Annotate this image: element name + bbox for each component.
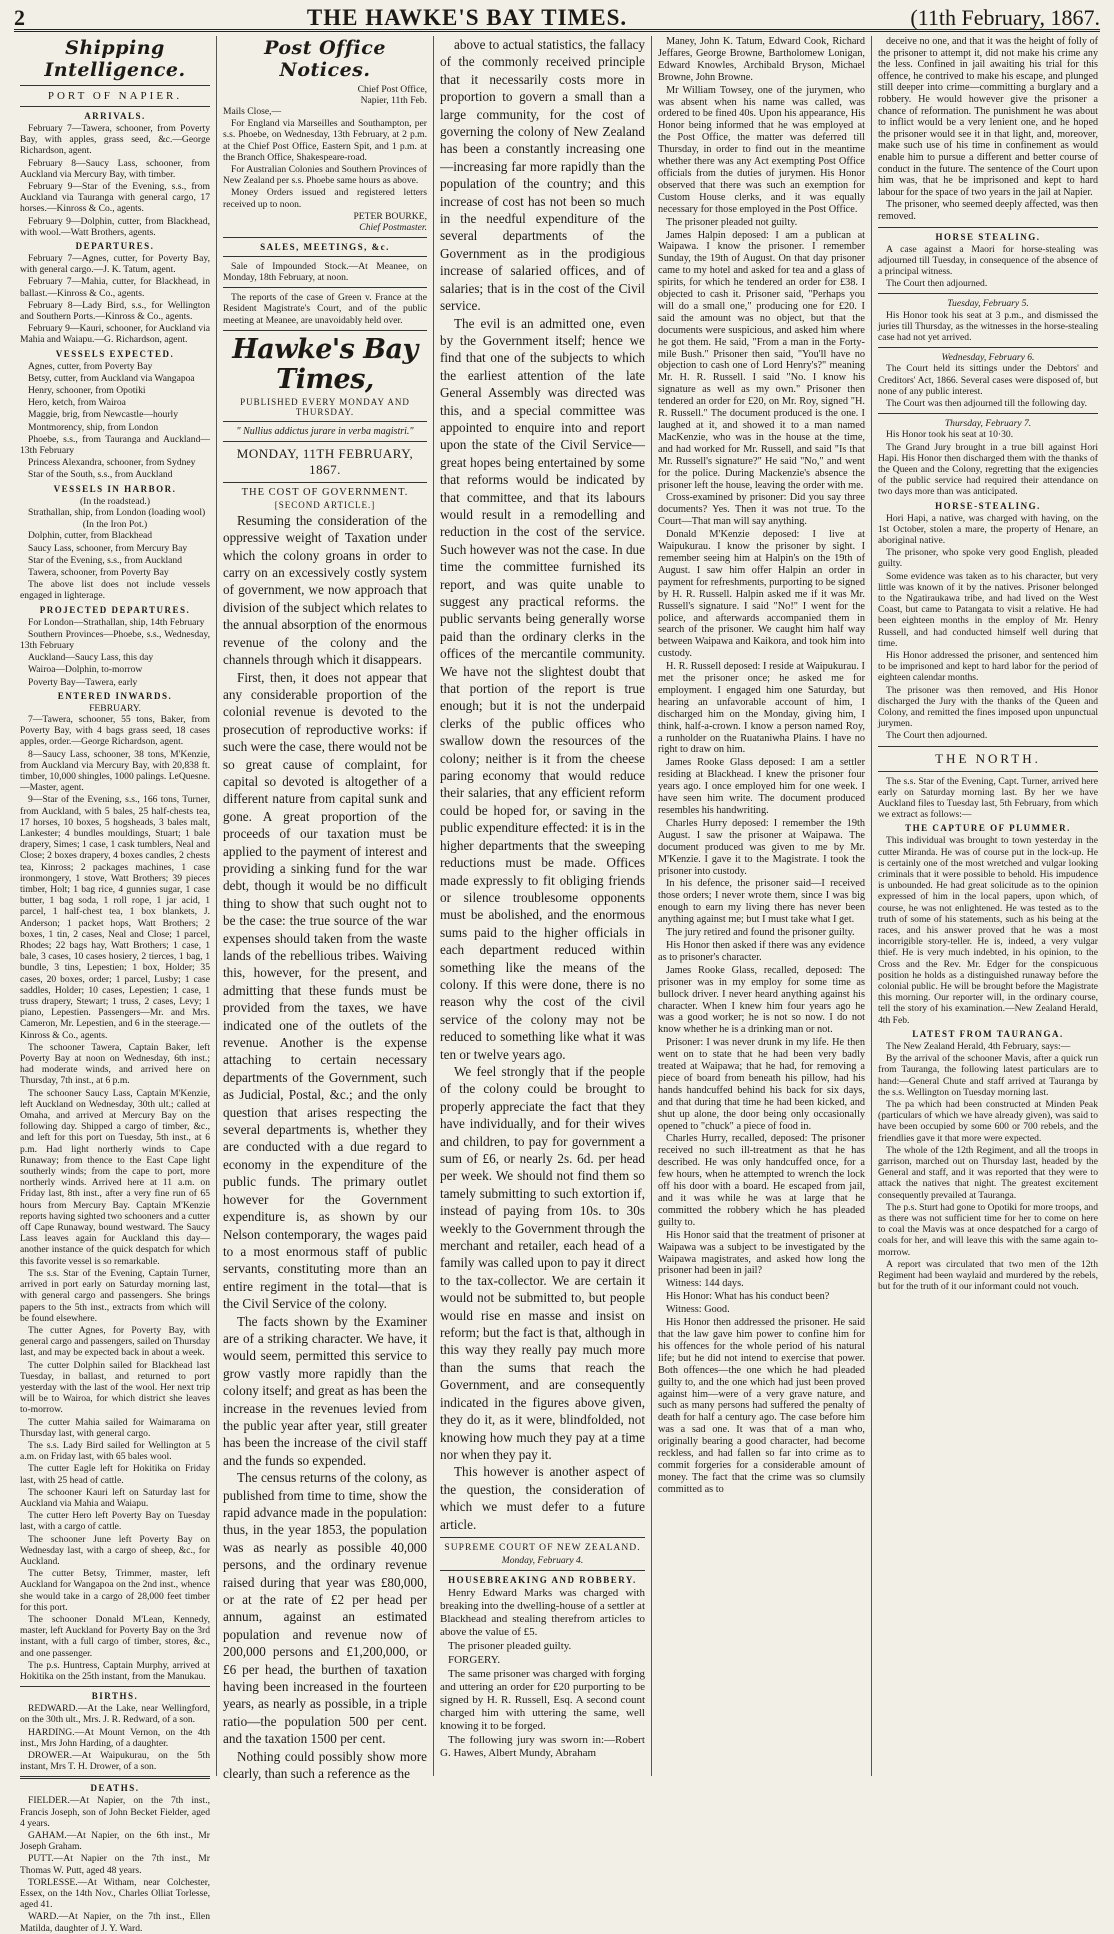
horse2-heading: HORSE-STEALING. — [935, 500, 1041, 511]
horse2-body — [878, 513, 1098, 742]
columns — [14, 36, 1104, 1934]
reports-text: The reports of the case of Green v. France at the Resident Magistrate's Court, and of the public meeting at Meanee, are unavoidably held over. — [223, 292, 427, 326]
deaths-heading: DEATHS. — [90, 1783, 140, 1794]
page-number: 2 — [14, 4, 25, 30]
mails-heading — [223, 106, 427, 117]
shipping-news-para: The schooner Kauri left on Saturday last for Auckland via Mahia and Waiapu. — [20, 1486, 210, 1509]
projected-list — [20, 617, 210, 688]
shipping-news-para: The cutter Agnes, for Poverty Bay, with general cargo and passengers, sailed on Thursday last, and may be expected back in about a week. — [20, 1324, 210, 1359]
court-report-para: His Honor then addressed the prisoner. He said that the law gave him power to confine him for his offences for the whole period of his natural life; but he did not intend to exercise that power. Both offences—the one which he had pleaded guilty to, and the one which had just been proved against him—were of a very grave nature, and such as many persons had suffered the penalty of death for half a century ago. The case before him was a sad one. It was that of a man who, originally bearing a good character, had become reckless, and had fallen so far into crime as to commit forgeries for a considerable amount of money. The fact that the crime was so clumsily committed as to — [658, 1317, 865, 1495]
arrivals-list-para: February 7—Tawera, schooner, from Poverty Bay, with apples, grass seed, &c.—George Richardson, agent. — [20, 123, 210, 157]
expected-list-para: Montmorency, ship, from London — [28, 421, 159, 433]
shipping-heading: Shipping Intelligence. — [44, 37, 186, 81]
mails-heading-text: Mails Close,— — [223, 106, 282, 117]
tauranga-heading: LATEST FROM TAURANGA. — [912, 1028, 1064, 1039]
tuesday-body-para: His Honor took his seat at 3 p.m., and dismissed the juries till Thursday, as the witnesses in the horse-stealing case had not yet arrived. — [878, 309, 1098, 343]
sales-notice — [223, 261, 427, 283]
births-heading: BIRTHS. — [91, 1691, 139, 1702]
court-report — [658, 36, 865, 1496]
paper-title: Hawke's Bay Times, — [232, 333, 418, 395]
expected-list-para: Henry, schooner, from Opotiki — [28, 385, 146, 397]
article-body-para: First, then, it does not appear that any considerable proportion of the colonial revenue is devoted to the prosecution of reproductive works: if such were the case, there would not be so great cause of complaint, for capital so devoted is altogether of a different nature from capital sunk and gone. A great proportion of the proceeds of our taxation must be applied to the payment of interest and providing a sinking fund for the war debt, though it would be no difficult thing to show that such ought not to be the case: the true source of the war expenses should taken from the waste lands of the rebellious tribes. Waiving this, however, for the present, and admitting that these funds must be provided from the taxes, we have indicated one of the outlets of the revenue. Another is the expense attaching to certain necessary departments of the Government, such as Judicial, Postal, &c.; and the only question that arises respecting the several departments is, whether they are conducted with a due regard to economy in the expenditure of the public funds. The primary outlet however for the Government expenditure is, as shown by our Nelson contemporary, the wages paid to a most enormous staff of public servants, constituting more than an entire regiment in the total—that is the Civil Service of the colony. — [223, 669, 427, 1312]
departures-list — [20, 253, 210, 346]
postmaster-name: PETER BOURKE, — [353, 210, 427, 222]
case-body-para: FORGERY. — [448, 1654, 501, 1667]
article-continued — [440, 36, 645, 1533]
harbor-list2 — [20, 530, 210, 578]
court-report-para: Mr William Towsey, one of the jurymen, who was absent when his name was called, was ordered to be fined 40s. Upon his appearance, His Honor being informed that he was employed at the Post Office, the matter was deferred till Thursday, in order to find out in the meantime whether there was any Act exempting Post Office officials from the duties of jurymen. His Honor observed that there was such an exemption for Custom House clerks, and it was equally necessary for those employed in the Post Office. — [658, 84, 865, 215]
court-report-para: His Honor then asked if there was any evidence as to prisoner's character. — [658, 939, 865, 963]
entered-list-para: 8—Saucy Lass, schooner, 38 tons, M'Kenzie, from Auckland via Mercury Bay, with 20,838 ft. timber, 10,000 shingles, 1000 palings. LeQuesne.—Master, agent. — [20, 748, 210, 794]
column-shipping — [14, 36, 217, 1934]
article-continued-para: We feel strongly that if the people of the colony could be brought to properly appreciate the fact that they have individually, and for their wives and children, to pay for government a sum of £6, or nearly 2s. 6d. per head per week. We should not find them so tamely submitting to such extortion if, instead of paying from 10s. to 30s weekly to the Government through the merchant and retailer, each head of a family was called upon to pay it direct to the tax-collector. We are certain it would not be submitted to, but people would rise en masse and insist on reform; but the fact is that, although in this way they really pay much more than the sums that reach the Government, and are consequently indicated in the figures above given, they do it, as it were, blindfolded, not knowing how much they pay at a time nor when they pay it. — [440, 1063, 645, 1462]
court-report-para: The jury retired and found the prisoner guilty. — [666, 927, 855, 939]
tauranga-body — [878, 1041, 1098, 1292]
horse2-body-para: Hori Hapi, a native, was charged with having, on the 1st October, stolen a mare, the property of Henare, an aboriginal native. — [878, 512, 1098, 546]
tauranga-body-para: By the arrival of the schooner Mavis, after a quick run from Tauranga, the following latest particulars are to hand:—General Chute and staff arrived at Tauranga by the s.s. Wellington on Tuesday morning last. — [878, 1053, 1098, 1098]
deaths-list-para: GAHAM.—At Napier, on the 6th inst., Mr Joseph Graham. — [20, 1830, 210, 1853]
case-body-para: The prisoner pleaded guilty. — [448, 1640, 572, 1653]
shipping-news-para: The cutter Betsy, Trimmer, master, left Auckland for Wangapoa on the 2nd inst., whence she would take in a cargo of 28,000 feet timber for this port. — [20, 1568, 210, 1613]
departures-heading: DEPARTURES. — [75, 241, 155, 252]
shipping-news-para: The cutter Dolphin sailed for Blackhead last Tuesday, in ballast, and returned to port yesterday with the last of the wool. Her next trip will be to Wairoa, for which district she leaves to-morrow. — [20, 1359, 210, 1416]
departures-list-para: February 9—Kauri, schooner, for Auckland via Mahia and Waiapu.—G. Richardson, agent. — [20, 323, 210, 346]
court-report-para: Prisoner: I was never drunk in my life. He then went on to state that he had been very badly treated at Waipawa; that he had, for removing a piece of board from beneath his pillow, had his hands handcuffed behind his back for six days, and that during that time he had been kicked, and shut up alone, the door being only occasionally opened to "chuck" a piece of food in. — [658, 1037, 865, 1132]
tauranga-body-para: The pa which had been constructed at Minden Peak (particulars of which we have already given), was said to have been occupied by some 600 or 700 rebels, and the friendlies gave it that more were expected. — [878, 1098, 1098, 1144]
horse-body — [878, 244, 1098, 290]
sentence-para: The prisoner, who seemed deeply affected, was then removed. — [878, 199, 1098, 222]
harbor-list2-para: Saucy Lass, schooner, from Mercury Bay — [28, 542, 188, 554]
thursday-body — [878, 429, 1098, 497]
mails-list — [223, 118, 427, 210]
article-body-para: Nothing could possibly show more clearly, than such a reference as the — [223, 1748, 427, 1782]
projected-list-para: Auckland—Saucy Lass, this day — [28, 652, 154, 664]
shipping-news-para: The cutter Eagle left for Hokitika on Friday last, with 25 head of cattle. — [20, 1463, 210, 1486]
projected-list-para: For London—Strathallan, ship, 14th February — [28, 616, 205, 628]
births-list-para: DROWER.—At Waipukurau, on the 5th instant, Mrs T. H. Drower, of a son. — [20, 1750, 210, 1773]
north-body — [878, 776, 1098, 821]
article-body-para: The census returns of the colony, as published from time to time, show the rapid advance made in the population: thus, in the year 1853, the population was as nearly as possible 40,000 persons, and the ordinary revenue raised during that year was £80,000, or at the rate of £2 per head per annum, against an estimated population and revenue now of 200,000 persons and £1,200,000, or £6 per head, the burthen of taxation having been increased in the fourteen years, as nearly as possible, in a triple ratio—the population 500 per cent. and the taxation 1500 per cent. — [223, 1470, 427, 1747]
court-report-para: His Honor said that the treatment of prisoner at Waipawa was a subject to be investigated by the Waipawa magistrates, and asked how long the prisoner had been in jail? — [658, 1229, 865, 1277]
shipping-news-para: The p.s. Huntress, Captain Murphy, arrived at Hokitika on the 25th instant, from the Manukau. — [20, 1659, 210, 1682]
horse-body-para: The Court then adjourned. — [886, 278, 988, 290]
masthead — [14, 6, 1100, 32]
wednesday-body-para: The Court was then adjourned till the following day. — [886, 397, 1088, 409]
case-body-para: The following jury was sworn in:—Robert G. Hawes, Albert Mundy, Abraham — [440, 1734, 645, 1760]
entered-sub: FEBRUARY. — [89, 702, 141, 714]
thursday-heading: Thursday, February 7. — [944, 418, 1032, 430]
tuesday-body — [878, 310, 1098, 344]
entered-list-para: 9—Star of the Evening, s.s., 166 tons, Turner, from Auckland, with 5 bales, 25 half-chests tea, 17 horses, 10 boxes, 5 hogsheads, 3 bales malt, Lankester; 4 bundles mouldings, Stuart; 1 bale drapery, Simes; 1 case, 1 cask tumblers, Neal and Close; 2 boxes drapery, 4 boxes candles, 2 chests tea, Kinross; 2 packages machines, 1 case ironmongery, 1 stove, Watt Brothers; 39 pieces timber, Holt; 1 bag rice, 4 gunnies sugar, 1 case butter, 1 bag soda, 1 roll rope, 1 jar acid, 1 parcel, 1 half-chest tea, 1 box blankets, J. Anderson; 1 packet hops, Watt Brothers; 2 boxes, 1 tin, 2 cases, Neal and Close; 1 parcel, Rhodes; 22 bags hay, Watt Brothers; 1 case, 1 bale, 3 cases, 10 cases hosiery, 2 tierces, 1 bag, 1 bundle, 3 tins, Lepestien; 1 box, Holder; 35 cases, 20 boxes, order; 1 parcel, Lusby; 1 case saddles, Holder; 10 cases, Lepestien; 1 case, 1 truss drapery, Stewart; 1 truss, 2 cases, Levy; 1 piano, Lepestien. Passengers—Mr. and Mrs. Cameron, Mr. Lepestien, and 6 in the steerage.—Kinross & Co., agents. — [20, 794, 210, 1041]
deaths-list-para: WARD.—At Napier, on the 7th inst., Ellen Matilda, daughter of J. Y. Ward. — [20, 1911, 210, 1934]
deaths-list — [20, 1795, 210, 1933]
mails-list-para: For England via Marseilles and Southampton, per s.s. Phoebe, on Wednesday, 13th February, at 2 p.m. at the Chief Post Office, Eastern Spit, and 1 p.m. at the Branch Office, Shakespeare-road. — [223, 118, 427, 163]
projected-heading: PROJECTED DEPARTURES. — [39, 604, 191, 615]
expected-list-para: Star of the South, s.s., from Auckland — [28, 469, 173, 481]
shipping-news-para: The schooner Tawera, Captain Baker, left Poverty Bay at noon on Wednesday, 6th inst.; had moderate winds, and arrived here on Thursday, 7th inst., at 6 p.m. — [20, 1041, 210, 1087]
thursday-body-para: His Honor took his seat at 10·30. — [886, 429, 1014, 441]
plummer-heading: THE CAPTURE OF PLUMMER. — [905, 823, 1071, 834]
expected-list-para: Princess Alexandra, schooner, from Sydney — [28, 457, 196, 469]
post-office-date: Napier, 11th Feb. — [360, 95, 427, 106]
plummer-body-para: This individual was brought to town yesterday in the cutter Miranda. He was of course put in the lock-up. He is certainly one of the most wretched and vulgar looking criminals that it were possible to behold. His impudence is unbounded. He had great solicitude as to the opinion expressed of him in the local papers, upon which, of course, he was not enlightened. He was tested as to the truth of some of his statements, such as his being at the races, and his answer proved that he was a most incorrigible story-teller. He is, indeed, a very vulgar thief. He is very much indebted, in his opinion, to the Cross and the Rev. Mr. Edger for the conspicuous position he holds as a distinguished runaway before the colonial public. He will be brought before the Magistrate this morning. Our reporter will, in the ordinary course, tell the story of his examination.—New Zealand Herald, 4th Feb. — [878, 835, 1098, 1026]
wednesday-body-para: The Court held its sittings under the Debtors' and Creditors' Act, 1866. Several cases were disposed of, but none of any public interest. — [878, 363, 1098, 397]
court-report-para: Maney, John K. Tatum, Edward Cook, Richard Jeffares, George Browne, Bartholomew Lonigan, Edward Knowles, Archibald Bryson, Michael Browne, John Browne. — [658, 36, 865, 83]
column-article-cont — [434, 36, 652, 1776]
tauranga-body-para: The New Zealand Herald, 4th February, says:— — [886, 1040, 1071, 1052]
mails-list-para: Money Orders issued and registered letters received up to noon. — [223, 187, 427, 210]
case-body — [440, 1587, 645, 1760]
shipping-news-para: The schooner Donald M'Lean, Kennedy, master, left Auckland for Poverty Bay on the 3rd instant, with a full cargo of timber, stores, &c., and one passenger. — [20, 1613, 210, 1659]
case-heading: HOUSEBREAKING AND ROBBERY. — [448, 1575, 637, 1586]
column-post-office — [217, 36, 434, 1782]
article-continued-para: This however is another aspect of the question, the consideration of which we must defer to a future article. — [440, 1464, 645, 1532]
article-body-para: The facts shown by the Examiner are of a striking character. We have, it would seem, permitted this service to grow vastly more rapidly than the colony itself; and great as has been the increase in the revenues levied from the public year after year, still greater has been the increase of the civil staff and the funds so expended. — [223, 1313, 427, 1468]
entered-list-para: 7—Tawera, schooner, 55 tons, Baker, from Poverty Bay, with 4 bags grass seed, 18 cases apples, order.—George Richardson, agent. — [20, 713, 210, 748]
north-heading: THE NORTH. — [935, 750, 1041, 766]
court-report-para: In his defence, the prisoner said—I received those orders; I never wrote them, since I was big enough to earn my living there has never been anything against me; but I must take what I get. — [658, 878, 865, 926]
reports-notice — [223, 292, 427, 326]
court-heading: SUPREME COURT OF NEW ZEALAND. — [444, 1541, 641, 1553]
expected-list-para: Phoebe, s.s., from Tauranga and Auckland—13th February — [20, 433, 210, 457]
court-date: Monday, February 4. — [501, 1554, 584, 1566]
harbor-list2-para: Star of the Evening, s.s., from Auckland — [28, 554, 183, 566]
shipping-news-para: The cutter Hero left Poverty Bay on Tuesday last, with a cargo of cattle. — [20, 1510, 210, 1533]
column-court-report — [652, 36, 872, 1776]
deaths-list-para: PUTT.—At Napier on the 7th inst., Mr Thomas W. Putt, aged 48 years. — [20, 1853, 210, 1876]
article-continued-para: above to actual statistics, the fallacy of the commonly received principle that it necessarily costs more in proportion to govern a small than a large community, for the cost of governing the colony of New Zealand has been a constantly increasing one—increasing far more rapidly than the population of the country; and this increase of cost has not been so much in the needful expenditure of the several departments of the Government as in the prodigious increase of salaried offices, and of salaries; that is in the cost of the Civil service. — [440, 37, 645, 314]
tuesday-heading: Tuesday, February 5. — [947, 298, 1029, 310]
shipping-news — [20, 1042, 210, 1682]
court-report-para: Charles Hurry, recalled, deposed: The prisoner received no such ill-treatment as that he has described. He was only handcuffed once, for a few hours, when he attempted to wrench the lock off his door with a board. He escaped from jail, and it was while he was at large that he committed the robbery which he has pleaded guilty to. — [658, 1133, 865, 1228]
horse2-body-para: The Court then adjourned. — [886, 730, 988, 742]
court-report-para: The prisoner pleaded not guilty. — [666, 216, 798, 228]
court-report-para: James Rooke Glass, recalled, deposed: The prisoner was in my employ for some time as bullock driver. I never heard anything against his character. When I knew him four years ago he was a good worker; he is not so now. I do not know whether he is a drinking man or not. — [658, 964, 865, 1036]
horse2-body-para: The prisoner, who spoke very good English, pleaded guilty. — [878, 547, 1098, 570]
article-body — [223, 512, 427, 1783]
harbor-note — [20, 579, 210, 601]
wednesday-heading: Wednesday, February 6. — [941, 352, 1035, 364]
court-report-para: Donald M'Kenzie deposed: I live at Waipukurau. I know the prisoner by sight. I remember seeing him at Halpin's on the 19th of August. I saw him offer Halpin an order in payment for refreshments, purporting to be signed by H. R. Russell. Halpin asked me if it was Mr. Russell's signature. I said "No!" I went for the police, and afterwards accompanied them in search of the prisoner. We caught him half way between Waipawa and Kaikora, and took him into custody. — [658, 529, 865, 660]
newspaper-title: THE HAWKE'S BAY TIMES. — [306, 4, 628, 30]
motto: " Nullius addictus jurare in verba magistri." — [236, 425, 414, 437]
shipping-news-para: The s.s. Star of the Evening, Captain Turner, arrived in port early on Saturday morning last, with general cargo and passengers. She brings papers to the 5th inst., extracts from which will be found elsewhere. — [20, 1267, 210, 1324]
departures-list-para: February 8—Lady Bird, s.s., for Wellington and Southern Ports.—Kinross & Co., agents. — [20, 299, 210, 323]
harbor-list-para: Strathallan, ship, from London (loading wool) — [28, 506, 206, 518]
shipping-news-para: The schooner June left Poverty Bay on Wednesday last, with a cargo of sheep, &c., for Auckland. — [20, 1533, 210, 1567]
court-report-para: Cross-examined by prisoner: Did you say three documents? Yes. Then it was not true. To the Court—That man will say anything. — [658, 492, 865, 528]
shipping-news-para: The s.s. Lady Bird sailed for Wellington at 5 a.m. on Friday last, with 65 bales wool. — [20, 1439, 210, 1463]
case-body-para: The same prisoner was charged with forging and uttering an order for £20 purporting to be signed by H. R. Russell, Esq. A second count charged him with uttering the same, well knowing it to be forged. — [440, 1668, 645, 1733]
projected-list-para: Southern Provinces—Phoebe, s.s., Wednesday, 13th February — [20, 628, 210, 651]
wednesday-body — [878, 363, 1098, 409]
entered-list — [20, 714, 210, 1041]
arrivals-list-para: February 9—Star of the Evening, s.s., from Auckland via Tauranga with general cargo, 17 horses.—Kinross & Co., agents. — [20, 181, 210, 215]
article-continued-para: The evil is an admitted one, even by the Government itself; hence we find that one of the subjects to which the earliest attention of the late General Assembly was directed was this, and a special committee was appointed to enquire into and report upon the state of the Civil Service—great hopes being entertained by some that reforms would be indicated by that committee, and that its labours would result in a remodelling and reduction in the cost of the service. Such however was not the case. In due time the committee furnished its report, and was quite unable to suggest any practical reforms. the public servants being generally worse paid than the ordinary clerks in the offices of the mercantile community. We have not the slightest doubt that that portion of the report is true enough; but it is not the underpaid clerks of the public offices who swallow down the resources of the colony; neither is it from the cheese paring economy that would reduce their salaries, that any efficient reform could be hoped for, or saving in the public expenditure effected: it is in the higher departments that the sweeping reductions must be made. Offices made expressly to fit obliging friends or silence troublesome opponents must be abolished, and the enormous sums paid to the higher officials in each department reduced within something like the means of the colony. If this were done, there is no reason why the cost of the civil service of the colony may not be reduced to something like what it was ten or twelve years ago. — [440, 315, 645, 1062]
horse2-body-para: Some evidence was taken as to his character, but very little was known of it by the natives. Prisoner belonged to the Ngatiraukawa tribe, and had lived on the West Coast, but came to Patangata to visit a relative. He had been eighteen months in the employ of Mr. Henry Russell, and had conducted himself well during that time. — [878, 570, 1098, 649]
court-report-para: James Halpin deposed: I am a publican at Waipawa. I know the prisoner. I remember Sunday, the 19th of August. On that day prisoner came to my hotel and asked for tea and a glass of spirits, for which he tendered an order for £38. I objected to cash it. Prisoner said, "Perhaps you will do a small one," producing one for £20. I said the amount was no object, but that the documents were suspicious, and asked him where he got them. He said, "From a man in the Forty-mile Bush." Prisoner then said, "You'll have no objection to cash one of Lord Henry's?" meaning Mr. H. R. Russell. I said "No. I know his signature as well as my own." Prisoner then tendered an order for £20, on Mr. Roy, signed "H. R. Russell." The document produced is the one. I laughed at it, and showed it to a man named MacKenzie, who was in the house at the time, and had worked for Mr. Russell, and said "Is that Mr. Russell's signature?" He said "No," and went for the police. During Mackenzie's absence the prisoner left the house, leaving the order with me. — [658, 229, 865, 491]
arrivals-list — [20, 123, 210, 238]
arrivals-list-para: February 8—Saucy Lass, schooner, from Auckland via Mercury Bay, with timber. — [20, 157, 210, 180]
horse2-body-para: The prisoner was then removed, and His Honor discharged the Jury with the thanks of the Queen and Colony, and remitted the fines imposed upon unpunctual jurymen. — [878, 684, 1098, 730]
tauranga-body-para: The whole of the 12th Regiment, and all the troops in garrison, marched out on Thursday last, headed by the General and staff, and it was reported that they were to attack the natives that night. The greatest excitement consequently prevailed at Tauranga. — [878, 1144, 1098, 1201]
entered-heading: ENTERED INWARDS. — [57, 690, 173, 701]
departures-list-para: February 7—Agnes, cutter, for Poverty Bay, with general cargo.—J. K. Tatum, agent. — [20, 253, 210, 276]
shipping-news-para: The schooner Saucy Lass, Captain M'Kenzie, left Auckland on Wednesday, 30th ult.; called at Omaha, and arrived at Mercury Bay on the following day. Shipped a cargo of timber, &c., and left for this port on Tuesday, 5th inst., at 6 p.m. Had light northerly winds to Cape Runaway; from thence to the East Cape light southerly winds; from the cape to port, more northerly winds. Arrived here at 11 a.m. on Friday last, 8th inst., after a very fine run of 65 hours from Mercury Bay. Captain M'Kenzie reports having sighted two schooners and a cutter off Cape Runaway, bound westward. The Saucy Lass leaves again for Auckland this day—another instance of the quick despatch for which this favorite vessel is so remarkable. — [20, 1087, 210, 1267]
tauranga-body-para: The p.s. Sturt had gone to Opotiki for more troops, and as there was not sufficient time for her to come on here to coal the Mavis was at once despatched for a cargo of coals for her, and will leave this with the same again to-morrow. — [878, 1201, 1098, 1258]
shipping-news-para: The cutter Mahia sailed for Waimarama on Thursday last, with general cargo. — [20, 1416, 210, 1439]
post-office-address: Chief Post Office, — [357, 84, 427, 95]
sentence-para: deceive no one, and that it was the height of folly of the prisoner to attempt it, did not make his crime any the less. Confined in jail awaiting his trial for this offence, he contrived to make his escape, and plunged still deeper into crime—committing a burglary and a robbery. He would however give the prisoner a chance of reformation. The punishment he was about to inflict would be a very lenient one, and he hoped the prisoner would see it in that light, and, moreover, make such use of his time in confinement as would enable him to pursue a different and better course of conduct in the future. The sentence of the Court upon him was, that he be imprisoned and kept to hard labour for the space of two years in the jail at Napier. — [878, 36, 1098, 198]
post-office-heading: Post Office Notices. — [264, 37, 386, 81]
column-court-north — [872, 36, 1104, 1776]
births-list-para: HARDING.—At Mount Vernon, on the 4th inst., Mrs John Harding, of a daughter. — [20, 1726, 210, 1749]
court-report-para: Witness: Good. — [666, 1304, 730, 1316]
postmaster-title: Chief Postmaster. — [359, 221, 427, 233]
article-heading: THE COST OF GOVERNMENT. — [241, 486, 409, 498]
harbor-sub2: (In the Iron Pot.) — [82, 519, 148, 531]
thursday-body-para: The Grand Jury brought in a true bill against Hori Hapi. His Honor then discharged them with the thanks of the Queen and the Colony, regretting that the exigencies of the public service had required their attendance on two days more than was anticipated. — [878, 441, 1098, 498]
horse-body-para: A case against a Maori for horse-stealing was adjourned till Tuesday, in consequence of the absence of a principal witness. — [878, 243, 1098, 277]
expected-list-para: Hero, ketch, from Wairoa — [28, 397, 126, 409]
horse2-body-para: His Honor addressed the prisoner, and sentenced him to be imprisoned and kept to hard labor for the period of eighteen calendar months. — [878, 650, 1098, 684]
deaths-list-para: TORLESSE.—At Witham, near Colchester, Essex, on the 14th Nov., Charles Olliat Torlesse, aged 41. — [20, 1876, 210, 1911]
north-body-para: The s.s. Star of the Evening, Capt. Turner, arrived here early on Saturday morning last. By her we have Auckland files to Tuesday last, 5th February, from which we extract as follows:— — [878, 775, 1098, 821]
expected-list-para: Maggie, brig, from Newcastle—hourly — [28, 409, 178, 421]
sentence — [878, 36, 1098, 223]
expected-list-para: Agnes, cutter, from Poverty Bay — [28, 360, 153, 372]
harbor-list2-para: Tawera, schooner, from Poverty Bay — [28, 566, 169, 578]
court-report-para: H. R. Russell deposed: I reside at Waipukurau. I met the prisoner once; he asked me for employment. I engaged him one Saturday, but hearing an unfavorable account of him, I discharged him on the Monday, giving him, I think, half-a-crown. I know a person named Roy, a runholder on the Ruataniwha Plains. I have no right to draw on him. — [658, 661, 865, 756]
harbor-note-text: The above list does not include vessels engaged in lighterage. — [20, 579, 210, 602]
court-report-para: Charles Hurry deposed: I remember the 19th August. I saw the prisoner at Waipawa. The document produced was given to me by Mr. M'Kenzie. I gave it to the Magistrate. I took the prisoner into custody. — [658, 817, 865, 877]
plummer-body — [878, 835, 1098, 1025]
sales-text: Sale of Impounded Stock.—At Meanee, on Monday, 18th February, at noon. — [223, 260, 427, 284]
court-report-para: Witness: 144 days. — [666, 1278, 744, 1290]
projected-list-para: Wairoa—Dolphin, to-morrow — [28, 664, 143, 676]
article-subheading: [SECOND ARTICLE.] — [274, 499, 376, 510]
harbor-list2-para: Dolphin, cutter, from Blackhead — [28, 530, 153, 542]
births-list-para: REDWARD.—At the Lake, near Wellingford, on the 30th ult., Mrs. J. R. Redward, of a son. — [20, 1703, 210, 1726]
harbor-heading: VESSELS IN HARBOR. — [53, 483, 177, 494]
projected-list-para: Poverty Bay—Tawera, early — [28, 676, 138, 688]
court-report-para: His Honor: What has his conduct been? — [666, 1291, 830, 1303]
port-heading: PORT OF NAPIER. — [47, 90, 183, 102]
sales-heading: SALES, MEETINGS, &c. — [260, 241, 390, 252]
harbor-sub: (In the roadstead.) — [79, 495, 151, 507]
tauranga-body-para: A report was circulated that two men of the 12th Regiment had been waylaid and murdered by the rebels, but for the truth of it our informant could not vouch. — [878, 1258, 1098, 1293]
expected-list-para: Betsy, cutter, from Auckland via Wangapoa — [28, 372, 195, 384]
arrivals-heading: ARRIVALS. — [84, 111, 146, 121]
departures-list-para: February 7—Mahia, cutter, for Blackhead, in ballast.—Kinross & Co., agents. — [20, 276, 210, 299]
deaths-list-para: FIELDER.—At Napier, on the 7th inst., Francis Joseph, son of John Becket Fielder, aged 4 years. — [20, 1795, 210, 1829]
expected-list — [20, 361, 210, 481]
issue-date: (11th February, 1867. — [910, 4, 1100, 30]
mails-list-para: For Australian Colonies and Southern Provinces of New Zealand per s.s. Phoebe same hours as above. — [223, 164, 427, 187]
horse-heading: HORSE STEALING. — [935, 231, 1041, 242]
arrivals-list-para: February 9—Dolphin, cutter, from Blackhead, with wool.—Watt Brothers, agents. — [20, 215, 210, 238]
harbor-list — [20, 507, 210, 518]
published-line: PUBLISHED EVERY MONDAY AND THURSDAY. — [240, 396, 410, 417]
dateline: MONDAY, 11TH FEBRUARY, 1867. — [236, 445, 414, 477]
births-list — [20, 1703, 210, 1772]
case-body-para: Henry Edward Marks was charged with breaking into the dwelling-house of a settler at Blackhead and stealing therefrom articles to above the value of £5. — [440, 1587, 645, 1639]
article-body-para: Resuming the consideration of the oppressive weight of Taxation under which the colony groans in order to carry on an excessively costly system of government, we now approach that division of the subject which relates to the annual absorption of the enormous revenue of the colony and the channels through which it disappears. — [223, 512, 427, 668]
court-report-para: James Rooke Glass deposed: I am a settler residing at Blackhead. I knew the prisoner four years ago. I once employed him for one week. I have seen him write. The document produced resembles his handwriting. — [658, 757, 865, 816]
expected-heading: VESSELS EXPECTED. — [55, 348, 175, 359]
